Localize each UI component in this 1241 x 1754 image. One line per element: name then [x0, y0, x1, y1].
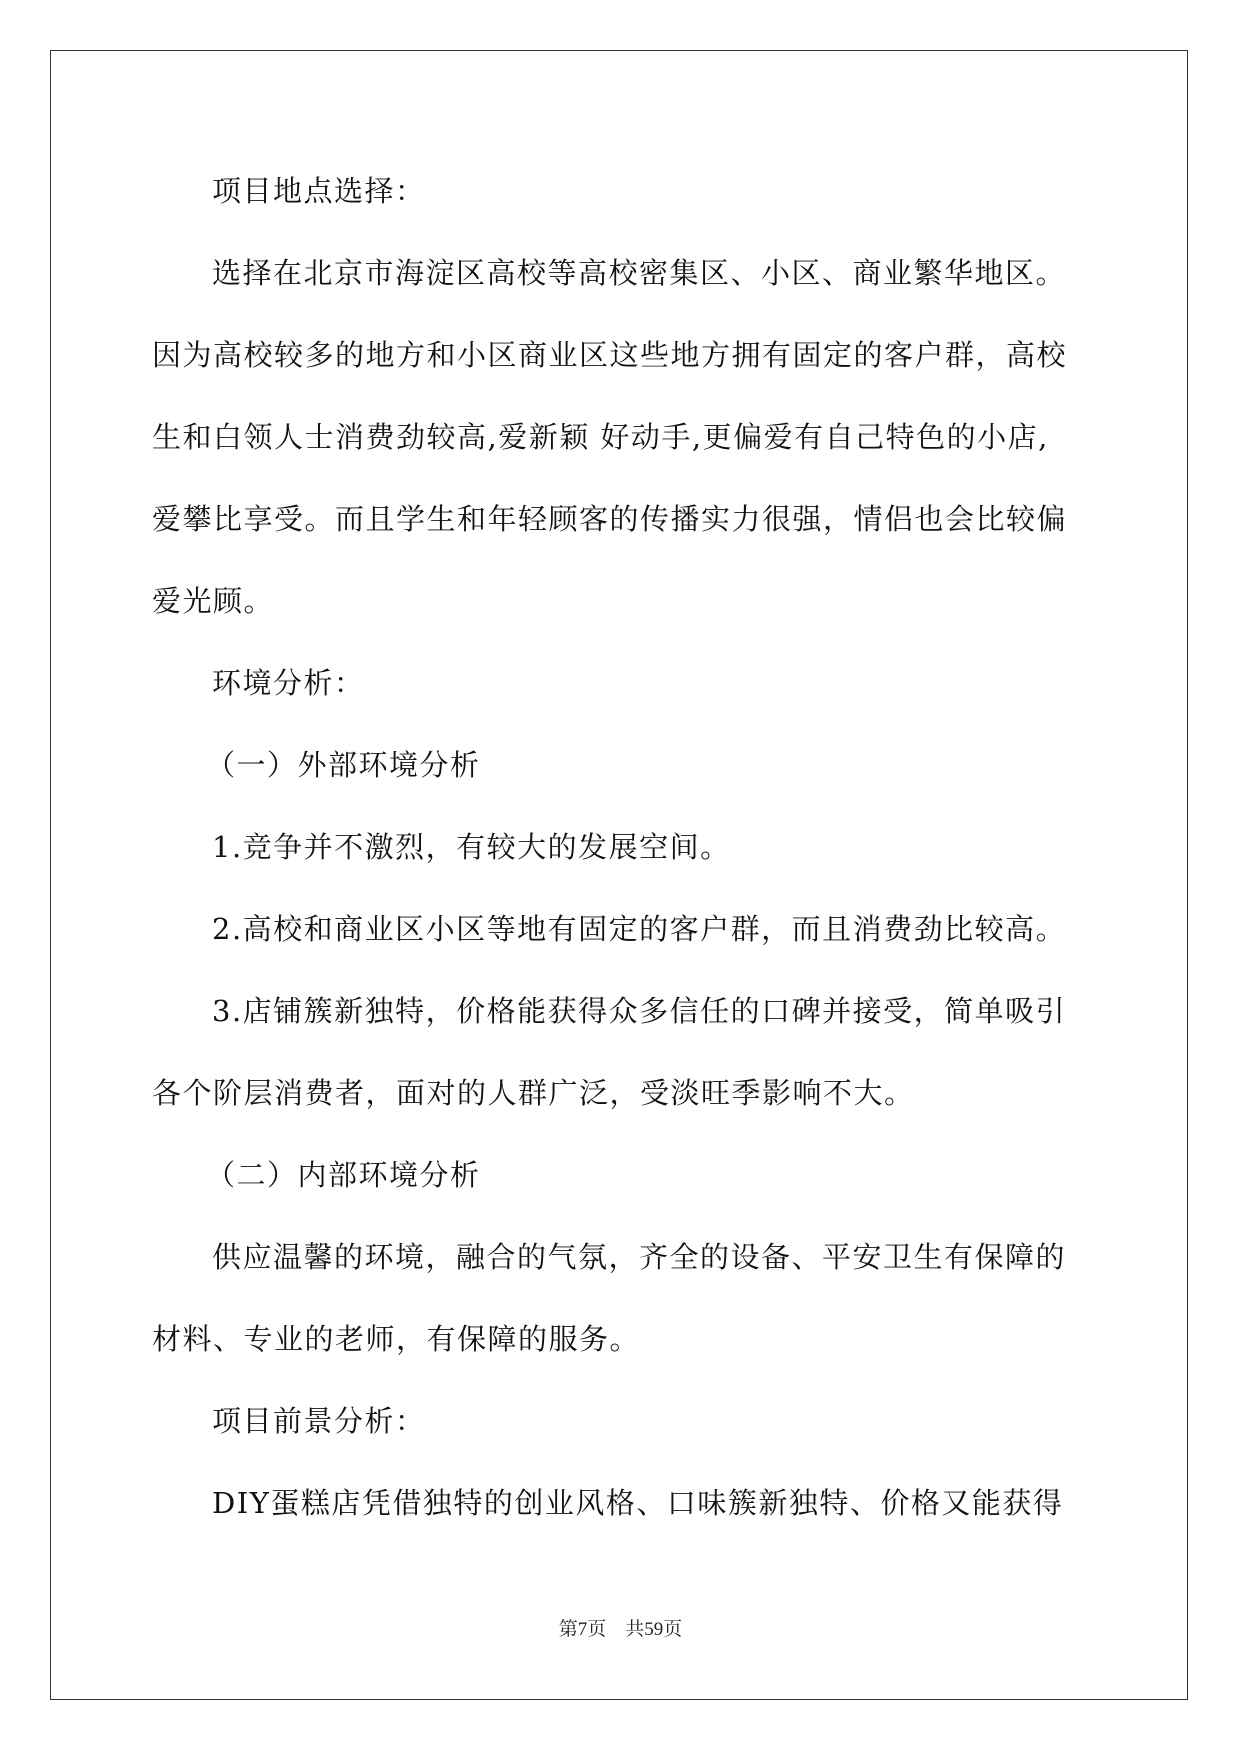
- subheading-external-environment: （一）外部环境分析: [206, 748, 481, 782]
- page-number-footer: 第7页 共59页: [558, 1619, 683, 1640]
- document-body: [152, 150, 1084, 1544]
- list-item-3-continued: 各个阶层消费者，面对的人群广泛，受淡旺季影响不大。: [152, 1076, 915, 1110]
- paragraph-line: 生和白领人士消费劲较高,爱新颖 好动手,更偏爱有自己特色的小店,: [152, 420, 1049, 454]
- heading-environment-analysis: 环境分析：: [212, 666, 365, 700]
- paragraph-line: 爱光顾。: [152, 584, 275, 618]
- paragraph-line: 爱攀比享受。而且学生和年轻顾客的传播实力很强，情侣也会比较偏: [152, 502, 1068, 536]
- subheading-internal-environment: （二）内部环境分析: [206, 1158, 481, 1192]
- paragraph-line: 供应温馨的环境，融合的气氛，齐全的设备、平安卫生有保障的: [212, 1240, 1067, 1274]
- heading-project-prospects: 项目前景分析：: [212, 1404, 426, 1438]
- list-item-2: 2.高校和商业区小区等地有固定的客户群，而且消费劲比较高。: [212, 912, 1067, 946]
- paragraph-line: DIY蛋糕店凭借独特的创业风格、口味簇新独特、价格又能获得: [212, 1486, 1064, 1520]
- list-item-1: 1.竞争并不激烈，有较大的发展空间。: [212, 830, 731, 864]
- paragraph-line: 选择在北京市海淀区高校等高校密集区、小区、商业繁华地区。: [212, 256, 1067, 290]
- heading-project-location: 项目地点选择：: [212, 174, 426, 208]
- paragraph-line: 因为高校较多的地方和小区商业区这些地方拥有固定的客户群，高校: [152, 338, 1068, 372]
- list-item-3: 3.店铺簇新独特，价格能获得众多信任的口碑并接受，简单吸引: [212, 994, 1067, 1028]
- paragraph-line: 材料、专业的老师，有保障的服务。: [152, 1322, 641, 1356]
